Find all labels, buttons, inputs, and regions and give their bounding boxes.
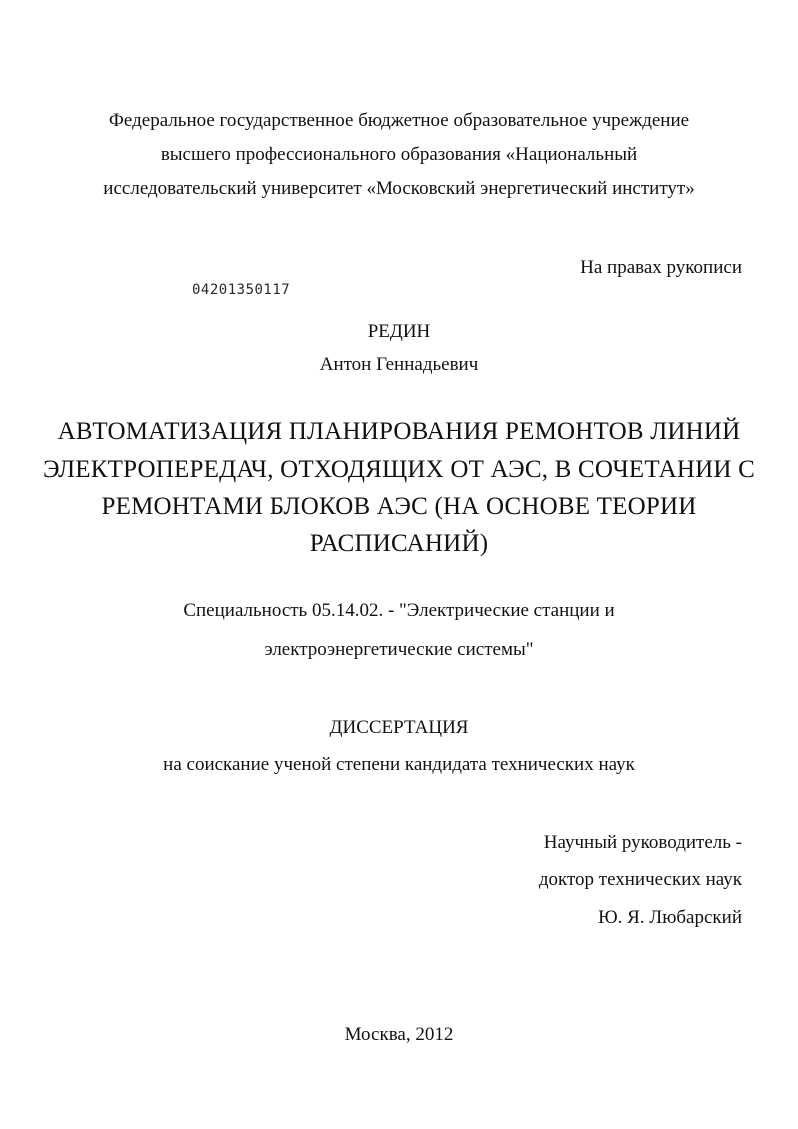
supervisor-degree: доктор технических наук [538, 869, 742, 890]
title-line-4: РАСПИСАНИЙ) [309, 530, 489, 557]
institution-line-1: Федеральное государственное бюджетное образовательное учреждение [108, 110, 690, 131]
title-line-1: АВТОМАТИЗАЦИЯ ПЛАНИРОВАНИЯ РЕМОНТОВ ЛИНИЙ [57, 418, 741, 445]
institution-line-2: высшего профессионального образования «Национальный [160, 144, 638, 165]
city-year: Москва, 2012 [344, 1024, 454, 1045]
author-name: Антон Геннадьевич [319, 354, 479, 375]
supervisor-role: Научный руководитель - [543, 832, 742, 853]
title-line-2: ЭЛЕКТРОПЕРЕДАЧ, ОТХОДЯЩИХ ОТ АЭС, В СОЧЕТАНИИ С [43, 456, 755, 483]
institution-line-3: исследовательский университет «Московский энергетический институт» [103, 178, 695, 199]
specialty-line-1: Специальность 05.14.02. - "Электрические станции и [183, 600, 615, 621]
supervisor-name: Ю. Я. Любарский [598, 907, 742, 928]
author-surname: РЕДИН [367, 321, 431, 342]
specialty-line-2: электроэнергетические системы" [264, 639, 534, 660]
dissertation-label: ДИССЕРТАЦИЯ [329, 717, 469, 738]
degree-sought: на соискание ученой степени кандидата технических наук [163, 754, 635, 775]
registry-number-stamp: 04201350117 [192, 282, 291, 298]
title-line-3: РЕМОНТАМИ БЛОКОВ АЭС (НА ОСНОВЕ ТЕОРИИ [101, 493, 697, 520]
manuscript-rights: На правах рукописи [580, 257, 742, 278]
